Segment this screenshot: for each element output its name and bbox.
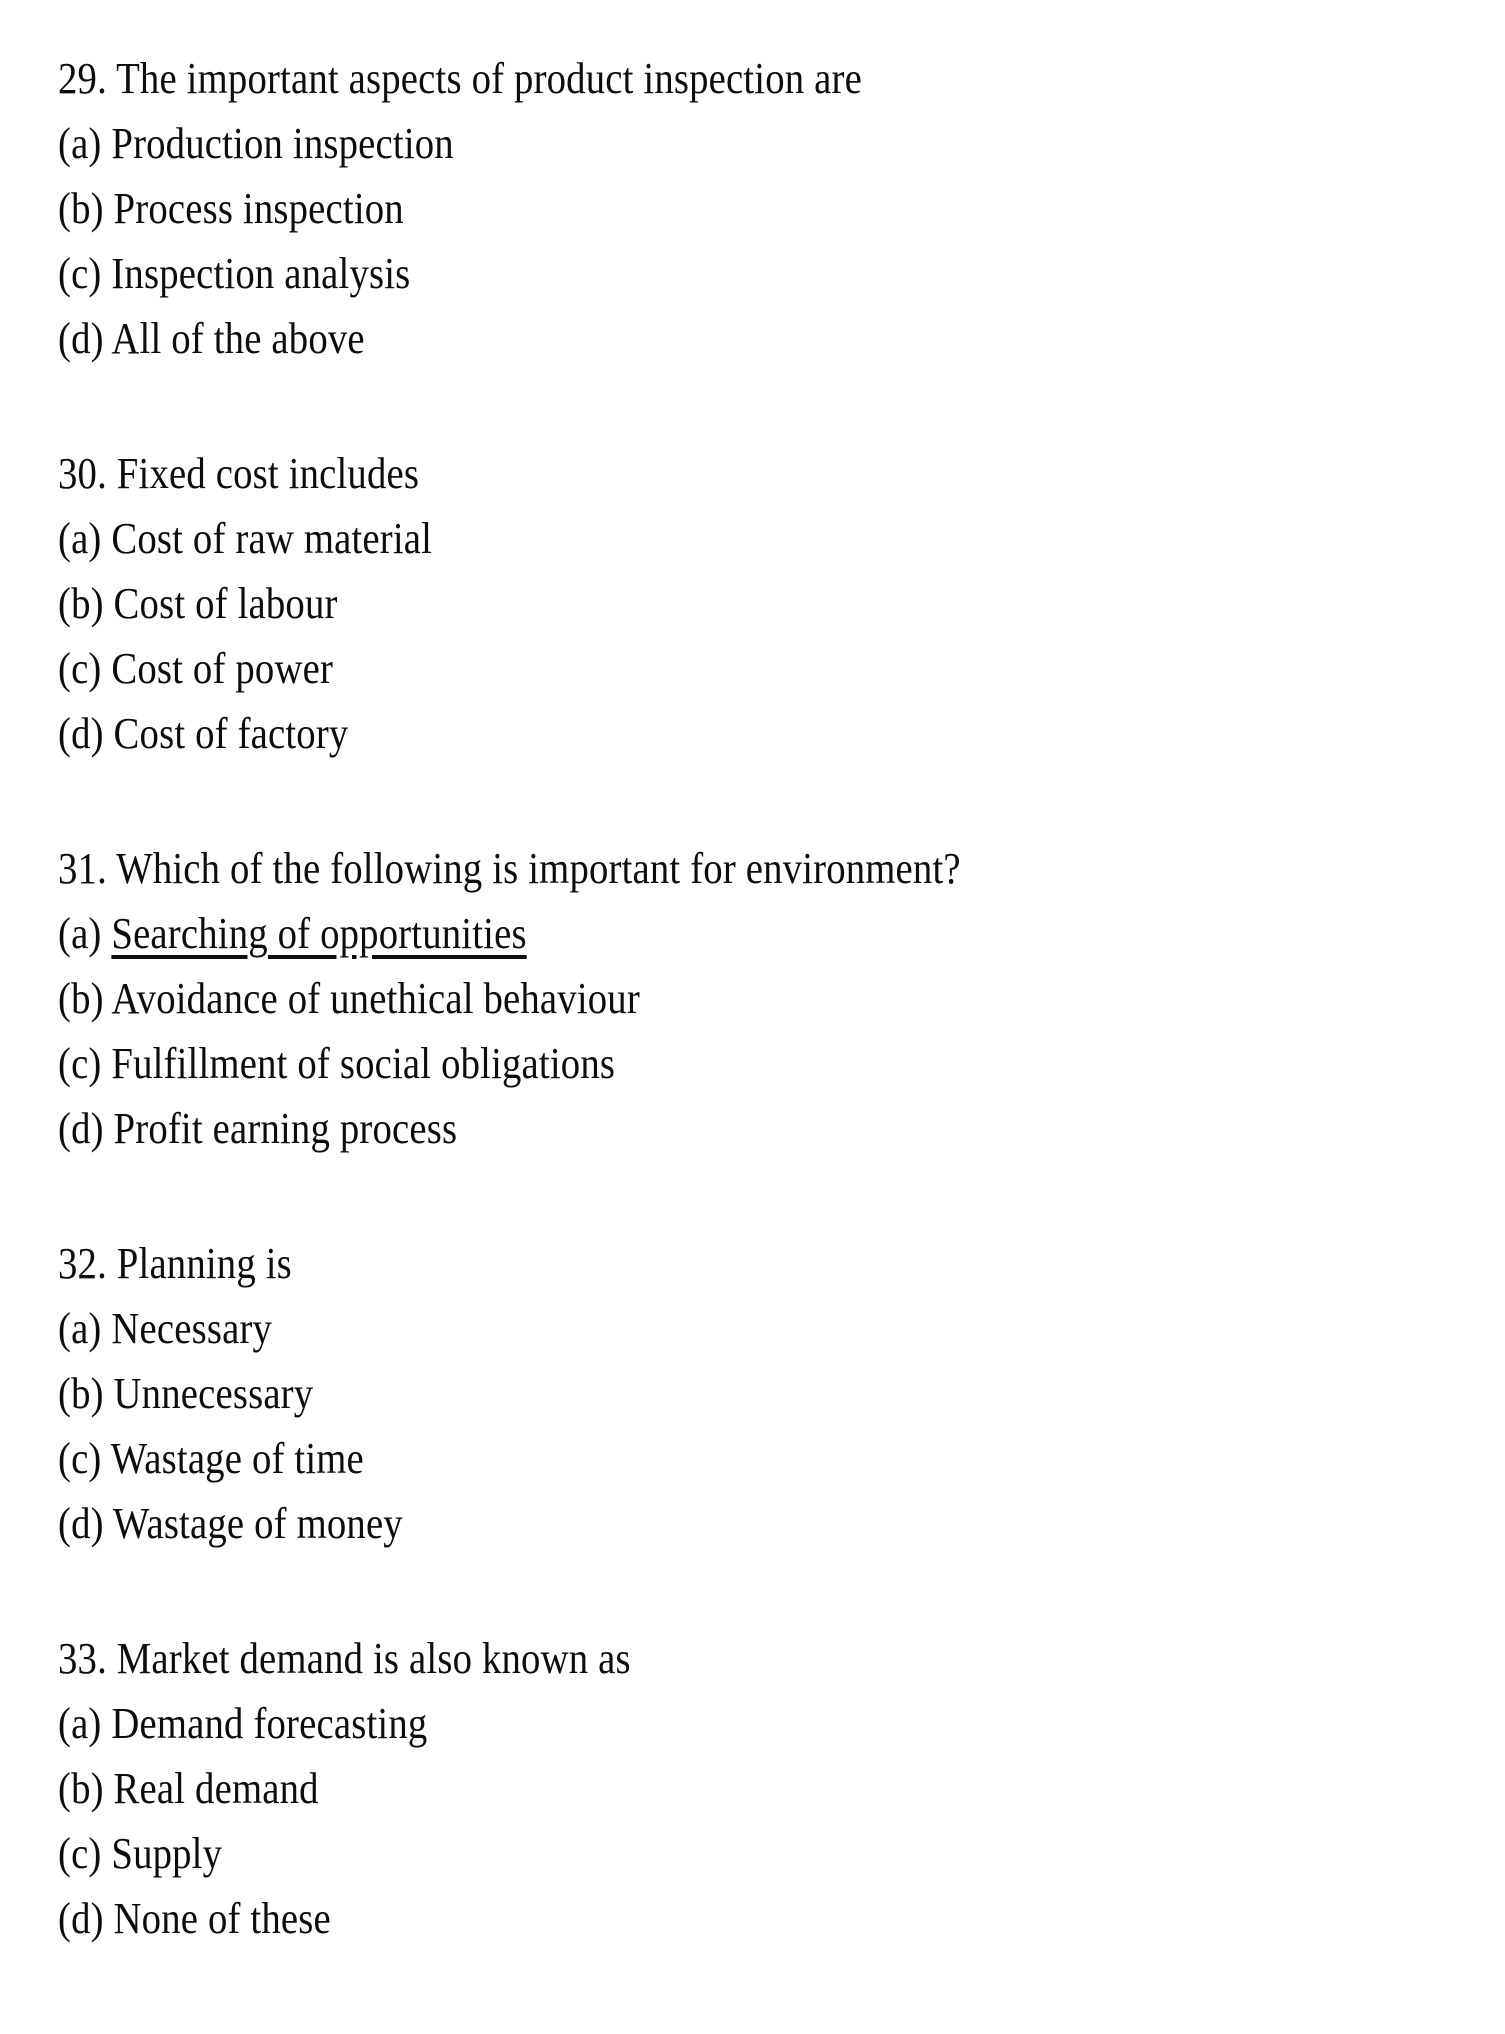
option-label: (c) xyxy=(58,1829,102,1878)
option-text: Real demand xyxy=(113,1764,319,1813)
option-line xyxy=(58,966,1314,1031)
option-text: Cost of raw material xyxy=(111,514,433,563)
option-label: (b) xyxy=(58,579,104,628)
question-31 xyxy=(58,836,1485,1161)
option-label: (d) xyxy=(58,314,104,363)
option-text: Unnecessary xyxy=(113,1369,314,1418)
option-text: Searching of opportunities xyxy=(111,909,527,958)
question-prompt-line xyxy=(58,836,1314,901)
option-label: (a) xyxy=(58,1304,102,1353)
option-label: (b) xyxy=(58,974,104,1023)
option-text: Wastage of money xyxy=(112,1499,403,1548)
option-line xyxy=(58,1296,1314,1361)
option-line xyxy=(58,176,1314,241)
option-text: Supply xyxy=(111,1829,223,1878)
option-label: (b) xyxy=(58,184,104,233)
option-text: All of the above xyxy=(111,314,365,363)
question-prompt: Planning is xyxy=(116,1239,292,1288)
option-line xyxy=(58,901,1314,966)
question-number: 33. xyxy=(58,1634,107,1683)
option-line xyxy=(58,701,1314,766)
question-number: 31. xyxy=(58,844,107,893)
option-line xyxy=(58,506,1314,571)
option-text: Avoidance of unethical behaviour xyxy=(111,974,640,1023)
question-number: 29. xyxy=(58,54,107,103)
option-line xyxy=(58,306,1314,371)
option-text: Process inspection xyxy=(113,184,404,233)
option-line xyxy=(58,1691,1314,1756)
option-label: (c) xyxy=(58,644,102,693)
option-line xyxy=(58,1426,1314,1491)
option-line xyxy=(58,571,1314,636)
option-label: (d) xyxy=(58,709,104,758)
question-prompt: The important aspects of product inspection are xyxy=(116,54,862,103)
option-line xyxy=(58,1361,1314,1426)
option-line xyxy=(58,1491,1314,1556)
option-line xyxy=(58,241,1314,306)
option-text: Inspection analysis xyxy=(111,249,411,298)
option-label: (a) xyxy=(58,1699,102,1748)
option-line xyxy=(58,111,1314,176)
question-30 xyxy=(58,441,1485,766)
option-text: Wastage of time xyxy=(110,1434,364,1483)
option-text: Cost of power xyxy=(111,644,334,693)
question-prompt-line xyxy=(58,1626,1314,1691)
option-label: (d) xyxy=(58,1104,104,1153)
question-prompt: Which of the following is important for environment? xyxy=(116,844,961,893)
option-line xyxy=(58,1096,1314,1161)
question-prompt: Market demand is also known as xyxy=(116,1634,631,1683)
option-label: (a) xyxy=(58,119,102,168)
option-text: Fulfillment of social obligations xyxy=(111,1039,616,1088)
option-text: Production inspection xyxy=(111,119,454,168)
question-prompt-line xyxy=(58,1231,1314,1296)
option-label: (c) xyxy=(58,249,102,298)
option-line xyxy=(58,636,1314,701)
option-label: (c) xyxy=(58,1434,102,1483)
question-32 xyxy=(58,1231,1485,1556)
option-label: (d) xyxy=(58,1894,104,1943)
question-33 xyxy=(58,1626,1485,1951)
option-line xyxy=(58,1031,1314,1096)
question-29 xyxy=(58,46,1485,371)
option-label: (c) xyxy=(58,1039,102,1088)
option-text: None of these xyxy=(113,1894,331,1943)
option-text: Cost of factory xyxy=(113,709,349,758)
question-prompt-line xyxy=(58,46,1314,111)
option-text: Demand forecasting xyxy=(111,1699,428,1748)
option-line xyxy=(58,1821,1314,1886)
option-label: (a) xyxy=(58,909,102,958)
option-line xyxy=(58,1886,1314,1951)
option-line xyxy=(58,1756,1314,1821)
question-prompt-line xyxy=(58,441,1314,506)
option-label: (a) xyxy=(58,514,102,563)
question-number: 30. xyxy=(58,449,107,498)
option-label: (b) xyxy=(58,1764,104,1813)
option-text: Necessary xyxy=(111,1304,273,1353)
option-text: Cost of labour xyxy=(113,579,338,628)
option-text: Profit earning process xyxy=(113,1104,458,1153)
question-prompt: Fixed cost includes xyxy=(116,449,420,498)
option-label: (b) xyxy=(58,1369,104,1418)
question-number: 32. xyxy=(58,1239,107,1288)
option-label: (d) xyxy=(58,1499,104,1548)
